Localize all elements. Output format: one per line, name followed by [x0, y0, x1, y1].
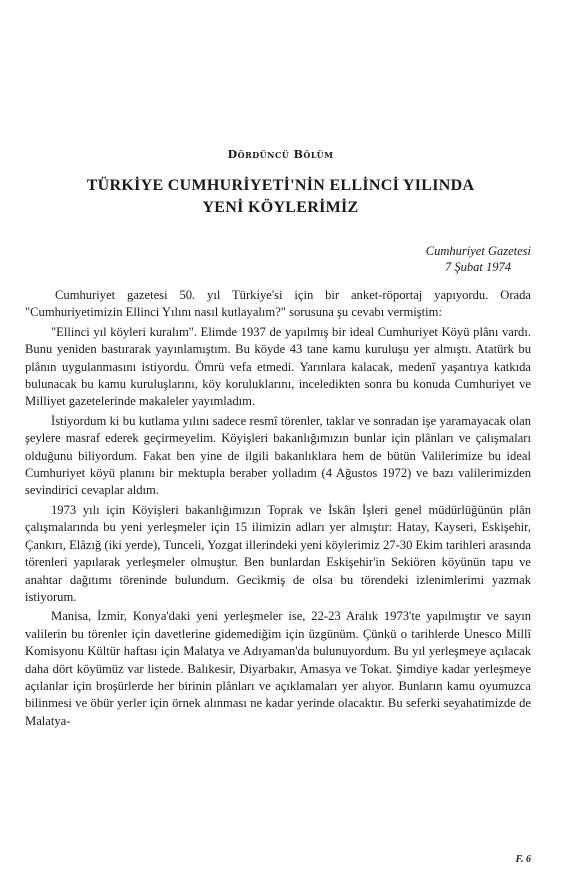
paragraph-3: İstiyordum ki bu kutlama yılını sadece resmî törenler, taklar ve sonradan işe yaramayacak olan şeylere masraf ederek geçirmeyelim. Köyişleri bakanlığımızın bunlar için plânları ve çalışmaları olduğunu biliyordum. Fakat ben yine de ilgili bakanlıklara hem de bütün Valilerimize bu ideal Cumhuriyet köyü planını bir mektupla beraber yolladım (4 Ağustos 1972) ve bazı valilerimizden sevindirici cevaplar aldım.: [25, 413, 531, 498]
source-publication: Cumhuriyet Gazetesi: [425, 244, 531, 258]
paragraph-1: Cumhuriyet gazetesi 50. yıl Türkiye'si için bir anket-röportaj yapıyordu. Orada "Cumhuriyetimizin Ellinci Yılını nasıl kutlayalım?" sorusuna şu cevabı vermiştim:: [25, 288, 531, 320]
chapter-label: Dördüncü Bölüm: [227, 148, 334, 161]
source-date: 7 Şubat 1974: [445, 260, 511, 274]
signature-mark: F. 6: [515, 854, 531, 865]
paragraph-4: 1973 yılı için Köyişleri bakanlığımızın Toprak ve İskân İşleri genel müdürlüğünün plân çalışmalarında bu yeni yerleşmeler için 15 ilimizin adları yer almıştır: Hatay, Kayseri, Eskişehir, Çankırı, Elâzığ (iki yerde), Tunceli, Yozgat illerindeki yeni köylerimiz 27-30 Ekim tarihleri arasında törenleri yapılarak yerleşmeler olmuştur. Ben bunlardan Eskişehir'in Sekiören köyünün tapu ve anahtar dağıtımı töreninde bulundum. Gecikmiş de olsa bu törendeki izlenimlerimi yazmak istiyorum.: [25, 502, 531, 604]
body-text: [25, 287, 531, 732]
chapter-title-line-2: YENİ KÖYLERİMİZ: [202, 199, 359, 216]
chapter-title-line-1: TÜRKİYE CUMHURİYETİ'NİN ELLİNCİ YILINDA: [86, 177, 475, 194]
paragraph-5: Manisa, İzmir, Konya'daki yeni yerleşmeler ise, 22-23 Aralık 1973'te yapılmıştır ve sayın valilerin bu törenler için davetlerine gidemediğim için üzgünüm. Çünkü o tarihlerde Unesco Millî Komisyonu Kültür haftası için Malatya ve Adıyaman'da bulunuyordum. Bu yıl yerleşmeye açılacak daha dört köyümüz var listede. Balıkesir, Diyarbakır, Amasya ve Tokat. Şimdiye kadar yerleşmeye açılanlar için broşürlerde her birinin plânları ve açıklamaları yer alıyor. Bunların kamu oyumuzca bilinmesi ve öbür yerler için örnek alınması ne kadar yerinde olacaktır. Bu seferki seyahatimizde de Malatya-: [25, 609, 531, 728]
source-citation: [311, 243, 531, 275]
paragraph-2: "Ellinci yıl köyleri kuralım". Elimde 1937 de yapılmış bir ideal Cumhuriyet Köyü plânı vardı. Bunu yeniden bastırarak yayınlamıştım. Bu köyde 43 tane kamu kuruluşu yer almıştı. Atatürk bu plânın uygulanmasını istiyordu. Ömrü vefa etmedi. Yarınlara kalacak, medenî yaşantıya katkıda bulunacak bu kamu kuruluşlarını, köy koruluklarını, inceledikten sonra bu konuda Cumhuriyet ve Milliyet gazetelerinde makaleler yayımladım.: [25, 324, 531, 409]
chapter-title: [0, 175, 561, 219]
